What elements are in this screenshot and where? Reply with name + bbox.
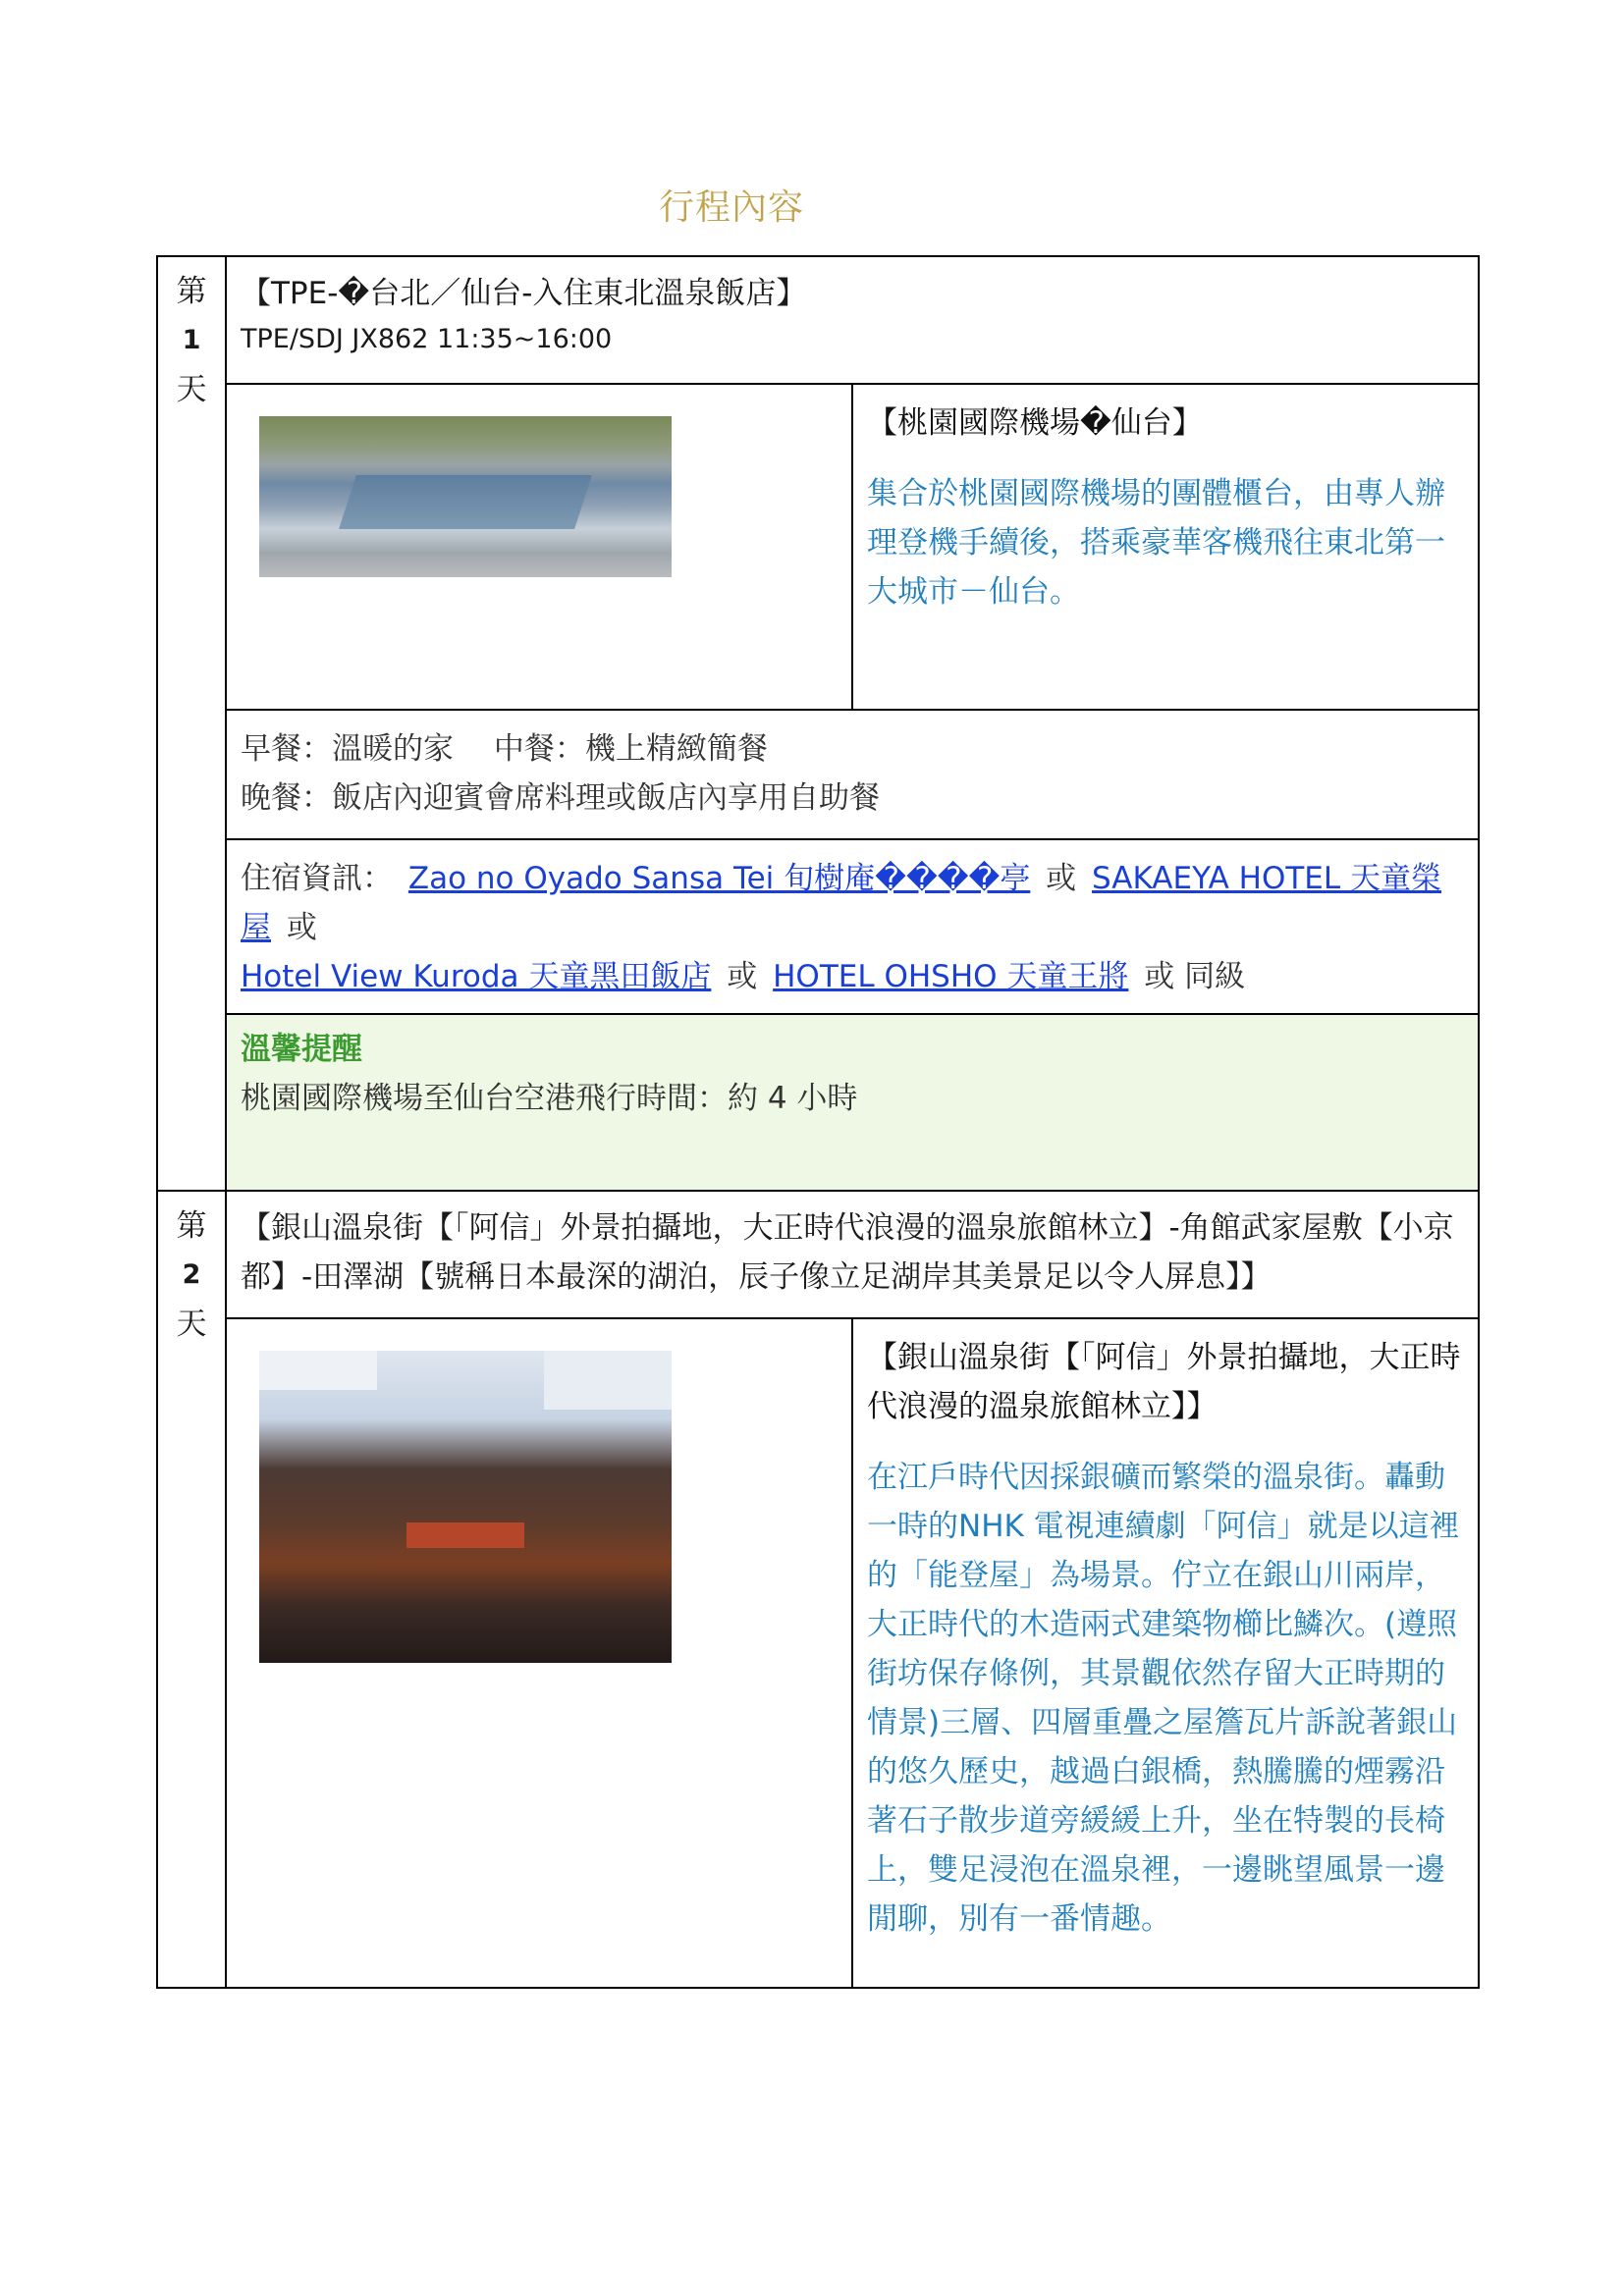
day-number: 2 xyxy=(182,1259,201,1290)
page-title: 行程內容 xyxy=(658,187,804,228)
tip-cell xyxy=(226,1014,1479,1191)
meals-cell xyxy=(226,710,1479,839)
lodging-cell xyxy=(226,839,1479,1014)
day-2-image-cell xyxy=(226,1318,852,1988)
day-label-bottom: 天 xyxy=(176,1307,207,1342)
or-word: 或 xyxy=(1046,861,1077,896)
lodging-label: 住宿資訊： xyxy=(241,861,393,896)
day-1-header xyxy=(226,256,1479,384)
day-number: 1 xyxy=(182,325,201,355)
flight-info: TPE/SDJ JX862 11:35~16:00 xyxy=(241,324,613,354)
section-title: 【桃園國際機場�仙台】 xyxy=(867,405,1203,441)
day-label-top: 第 xyxy=(176,274,207,309)
or-word: 或 xyxy=(286,910,317,945)
hotel-link-ohsho[interactable]: HOTEL OHSHO 天童王將 xyxy=(773,959,1129,994)
equivalent-label: 同級 xyxy=(1184,959,1246,994)
ginzan-onsen-photo xyxy=(259,1351,672,1663)
section-description: 集合於桃園國際機場的團體櫃台，由專人辦理登機手續後，搭乘豪華客機飛往東北第一大城市－仙台。 xyxy=(867,476,1445,610)
meals-line-2: 晚餐：飯店內迎賓會席料理或飯店內享用自助餐 xyxy=(241,780,880,816)
or-word: 或 xyxy=(727,959,758,994)
section-title: 【銀山溫泉街【「阿信」外景拍攝地，大正時代浪漫的溫泉旅館林立】】 xyxy=(867,1340,1461,1424)
hotel-link-zao[interactable]: Zao no Oyado Sansa Tei 旬樹庵����亭 xyxy=(407,861,1031,896)
day-2-title: 【銀山溫泉街【「阿信」外景拍攝地，大正時代浪漫的溫泉旅館林立】-角館武家屋敷【小京都】-田澤湖【號稱日本最深的湖泊，辰子像立足湖岸其美景足以令人屏息】】 xyxy=(241,1210,1454,1295)
itinerary-table xyxy=(156,255,1480,1989)
day-2-description-cell xyxy=(852,1318,1479,1988)
day-2-header xyxy=(226,1191,1479,1318)
hotel-link-sakaeya[interactable]: SAKAEYA HOTEL 天童榮屋 xyxy=(241,861,1442,945)
hotel-link-kuroda[interactable]: Hotel View Kuroda 天童黑田飯店 xyxy=(241,959,712,994)
tip-text: 桃園國際機場至仙台空港飛行時間：約 4 小時 xyxy=(241,1081,858,1116)
day-1-image-cell xyxy=(226,384,852,710)
day-label-bottom: 天 xyxy=(176,372,207,407)
tip-title: 溫馨提醒 xyxy=(241,1032,362,1067)
section-description: 在江戶時代因採銀礦而繁榮的溫泉街。轟動一時的NHK 電視連續劇「阿信」就是以這裡的「能登屋」為場景。佇立在銀山川兩岸，大正時代的木造兩式建築物櫛比鱗次。(遵照街坊保存條例，其景觀依然存留大正時期的情景)三層、四層重疊之屋簷瓦片訴說著銀山的悠久歷史，越過白銀橋，熱騰騰的煙霧沿著石子散步道旁緩緩上升，坐在特製的長椅上，雙足浸泡在溫泉裡，一邊眺望風景一邊閒聊，別有一番情趣。 xyxy=(867,1460,1460,1937)
day-1-label xyxy=(157,256,226,1191)
day-label-top: 第 xyxy=(176,1208,207,1244)
or-word: 或 xyxy=(1144,959,1175,994)
meals-line-1: 早餐：溫暖的家 中餐：機上精緻簡餐 xyxy=(241,731,768,767)
day-2-label xyxy=(157,1191,226,1988)
day-1-description-cell xyxy=(852,384,1479,710)
airport-photo xyxy=(259,416,672,577)
day-1-title: 【TPE-�台北／仙台-入住東北溫泉飯店】 xyxy=(241,276,807,311)
